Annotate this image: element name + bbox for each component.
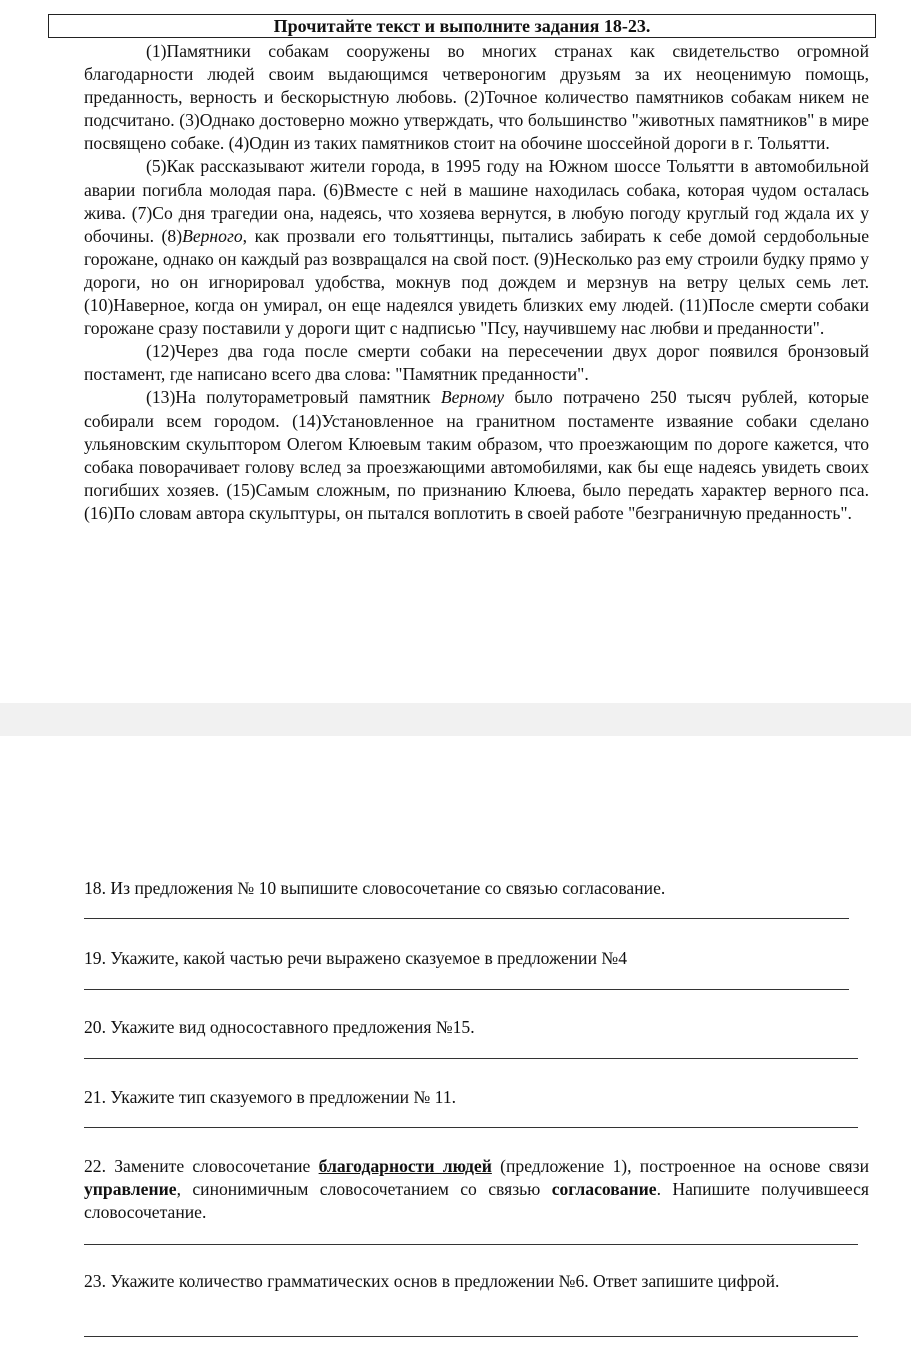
task-text: , синонимичным словосочетанием со связью [176,1179,552,1199]
answer-line-20[interactable] [84,1058,858,1059]
reading-passage [84,40,869,525]
passage-paragraph-2 [84,155,869,340]
answer-line-21[interactable] [84,1127,858,1128]
task-22 [84,1155,869,1224]
task-text: 22. Замените словосочетание [84,1156,319,1176]
passage-text: (5)Как рассказывают жители города, в 1995 году на Южном шоссе Тольятти в автомобильной аварии погибла молодая пара. (6)Вместе с ней в машине находилась собака, которая чудом осталась жива. (7)Со дня трагедии она, надеясь, что хозяева вернутся, в любую погоду круглый год ждала их у обочины. (8) [84,156,869,246]
bold-term: согласование [551,1179,657,1199]
answer-line-18[interactable] [84,918,849,919]
answer-line-19[interactable] [84,989,849,990]
task-20: 20. Укажите вид односоставного предложения №15. [84,1017,475,1037]
task-21: 21. Укажите тип сказуемого в предложении № 11. [84,1087,457,1107]
page-bottom [0,736,911,1349]
passage-paragraph-4 [84,386,869,525]
passage-paragraph-1: (1)Памятники собакам сооружены во многих странах как свидетельство огромной благодарности людей своим выдающимся четвероногим друзьям за их неоценимую помощь, преданность, верность и бескорыстную любовь. (2)Точное количество памятников собакам никем не подсчитано. (3)Однако достоверно можно утверждать, что большинство "животных памятников" в мире посвящено собаке. (4)Один из таких памятников стоит на обочине шоссейной дороги в г. Тольятти. [84,41,869,154]
task-23: 23. Укажите количество грамматических основ в предложении №6. Ответ запишите цифрой. [84,1271,780,1291]
answer-line-23[interactable] [84,1336,858,1337]
page-separator [0,703,911,736]
task-text: (предложение 1), построенное на основе связи [491,1156,869,1176]
passage-text: (13)На полутораметровый памятник [146,387,441,408]
task-text: . Напишите получившееся словосочетание. [84,1179,869,1222]
answer-line-22[interactable] [84,1244,858,1245]
task-19: 19. Укажите, какой частью речи выражено сказуемое в предложении №4 [84,948,627,968]
underlined-phrase: благодарности людей [318,1156,492,1176]
bold-term: управление [84,1179,177,1199]
dog-name-italic: Верному [440,387,505,408]
passage-text: , как прозвали его тольяттинцы, пытались забирать к себе домой сердобольные горожане, однако он каждый раз возвращался на свой пост. (9)Несколько раз ему строили будку прямо у дороги, но он игнорировал удобства, мокнув под дождем и мерзнув на ветру целых семь лет. (10)Наверное, когда он умирал, он еще надеялся увидеть близких ему людей. (11)После смерти собаки горожане сразу поставили у дороги щит с надписью "Псу, научившему нас любви и преданности". [84,225,869,339]
task-18: 18. Из предложения № 10 выпишите словосочетание со связью согласование. [84,878,666,898]
passage-paragraph-3: (12)Через два года после смерти собаки на пересечении двух дорог появился бронзовый постамент, где написано всего два слова: "Памятник преданности". [84,341,869,385]
dog-name-italic: Верного [182,225,243,246]
task-title: Прочитайте текст и выполните задания 18-23. [48,14,876,38]
passage-text: было потрачено 250 тысяч рублей, которые собирали всем городом. (14)Установленное на гранитном постаменте изваяние собаки сделано ульяновским скульптором Олегом Клюевым таким образом, что проезжающим по дороге кажется, что собака поворачивает голову вслед за проезжающими автомобилями, как бы еще надеясь увидеть своих погибших хозяев. (15)Самым сложным, по признанию Клюева, было передать характер верного пса. (16)По словам автора скульптуры, он пытался воплотить в своей работе "безграничную преданность". [84,387,869,523]
